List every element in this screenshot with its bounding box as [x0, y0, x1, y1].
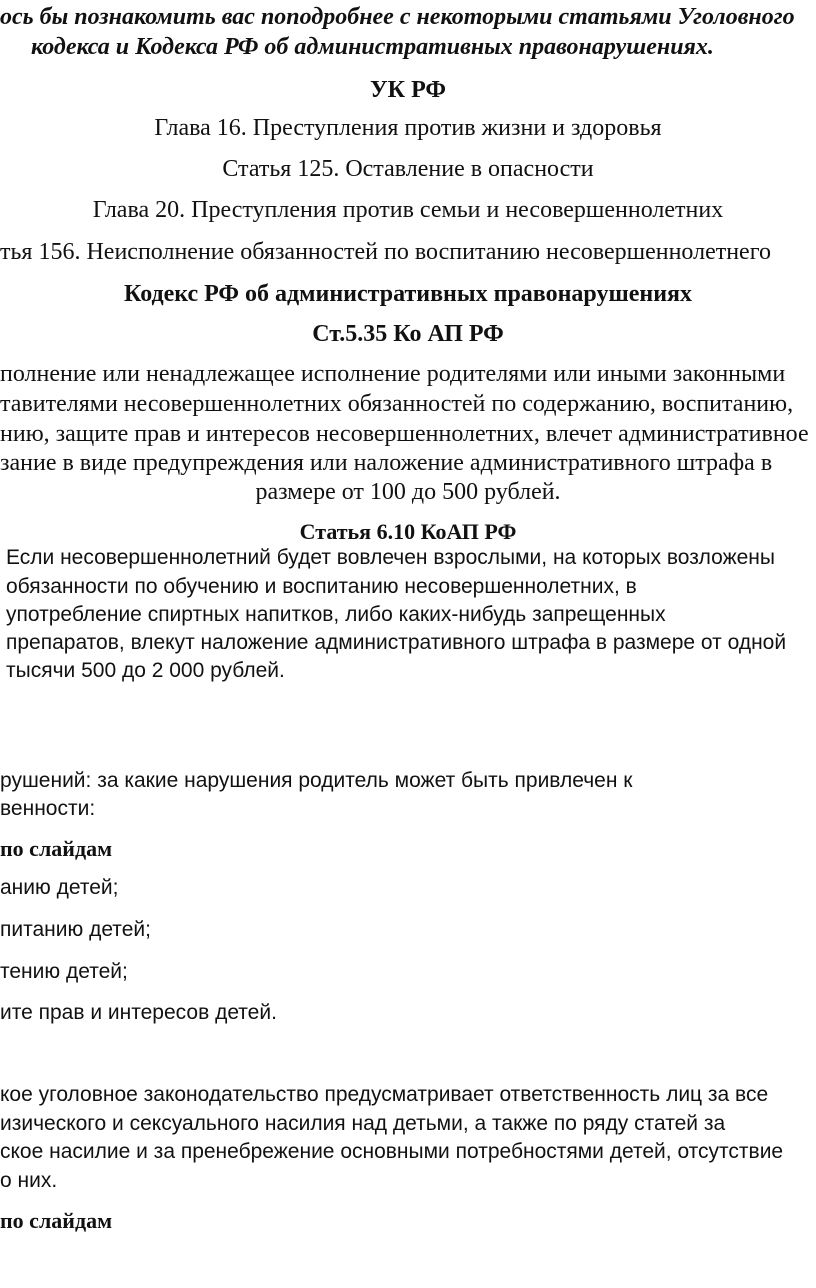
article-610-line: Если несовершеннолетний будет вовлечен взрослыми, на которых возложены: [6, 546, 775, 569]
article-610-line: препаратов, влекут наложение административного штрафа в размере от одной: [6, 631, 787, 654]
article-610-line: обязанности по обучению и воспитанию несовершеннолетних, в: [6, 575, 637, 598]
koap-article-610-title: Статья 6.10 КоАП РФ: [299, 519, 517, 544]
criminal-line: о них.: [0, 1169, 58, 1192]
article-610-line: тысячи 500 до 2 000 рублей.: [6, 659, 285, 682]
violations-intro-2: венности:: [0, 797, 96, 820]
article-535-line: нию, защите прав и интересов несовершеннолетних, влечет административное: [0, 421, 809, 447]
article-535-line: полнение или ненадлежащее исполнение родителями или иными законными: [0, 361, 786, 387]
koap-title: Кодекс РФ об административных правонарушениях: [123, 281, 693, 307]
intro-line-1: ось бы познакомить вас поподробнее с некоторыми статьями Уголовного: [0, 4, 795, 30]
uk-article-156: тья 156. Неисполнение обязанностей по воспитанию несовершеннолетнего: [0, 239, 771, 265]
criminal-line: изического и сексуального насилия над детьми, а также по ряду статей за: [0, 1112, 726, 1135]
intro-line-2: кодекса и Кодекса РФ об административных правонарушениях.: [31, 34, 714, 60]
uk-article-125: Статья 125. Оставление в опасности: [222, 156, 594, 182]
criminal-slides-label: по слайдам: [0, 1208, 113, 1233]
violation-item: питанию детей;: [0, 918, 151, 941]
koap-article-535-title: Ст.5.35 Ко АП РФ: [312, 321, 504, 347]
article-535-line: размере от 100 до 500 рублей.: [255, 479, 561, 505]
uk-chapter-20: Глава 20. Преступления против семьи и несовершеннолетних: [92, 197, 724, 223]
article-535-line: тавителями несовершеннолетних обязанностей по содержанию, воспитанию,: [0, 391, 794, 417]
violation-item: анию детей;: [0, 876, 119, 899]
uk-chapter-16: Глава 16. Преступления против жизни и здоровья: [154, 115, 662, 141]
violation-item: тению детей;: [0, 960, 128, 983]
article-535-line: зание в виде предупреждения или наложение административного штрафа в: [0, 450, 773, 476]
uk-title: УК РФ: [370, 77, 446, 103]
criminal-line: кое уголовное законодательство предусматривает ответственность лиц за все: [0, 1083, 769, 1106]
article-610-line: употребление спиртных напитков, либо каких-нибудь запрещенных: [6, 603, 666, 626]
violation-item: ите прав и интересов детей.: [0, 1001, 277, 1024]
criminal-line: ское насилие и за пренебрежение основными потребностями детей, отсутствие: [0, 1140, 784, 1163]
violations-slides-label: по слайдам: [0, 836, 113, 861]
violations-intro-1: рушений: за какие нарушения родитель может быть привлечен к: [0, 769, 633, 792]
